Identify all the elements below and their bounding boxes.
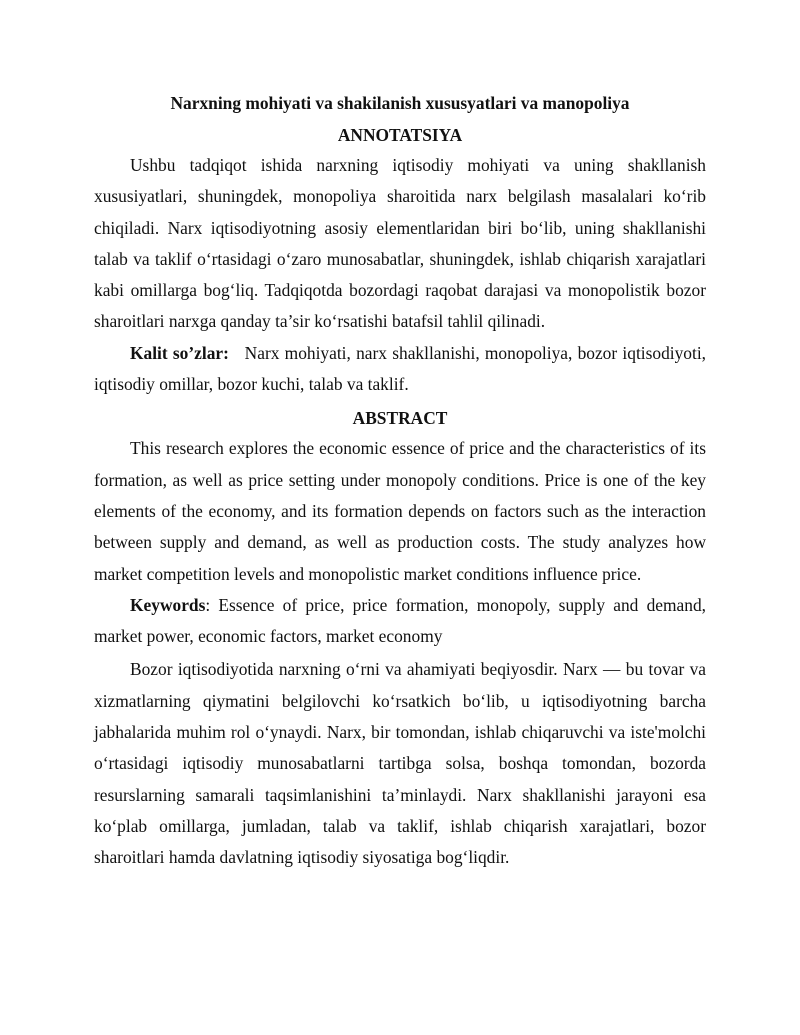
body-paragraph: Bozor iqtisodiyotida narxning o‘rni va ahamiyati beqiyosdir. Narx — bu tovar va xizmatlarning qiymatini belgilovchi ko‘rsatkich bo‘lib, u iqtisodiyotning barcha jabhalarida muhim rol o‘ynaydi. Narx, bir tomondan, ishlab chiqaruvchi va iste'molchi o‘rtasidagi iqtisodiy munosabatlarni tartibga solsa, boshqa tomondan, bozorda resurslarning samarali taqsimlanishini ta’minlaydi. Narx shakllanishi jarayoni esa ko‘plab omillarga, jumladan, talab va taklif, ishlab chiqarish xarajatlari, bozor sharoitlari hamda davlatning iqtisodiy siyosatiga bog‘liqdir. bbox=[94, 659, 706, 868]
annotation-keywords-text: Narx mohiyati, narx shakllanishi, monopoliya, bozor iqtisodiyoti, iqtisodiy omillar, bozor kuchi, talab va taklif. bbox=[94, 342, 706, 395]
annotation-heading: ANNOTATSIYA bbox=[337, 125, 463, 145]
annotation-keywords-label: Kalit so’zlar: bbox=[130, 342, 229, 363]
annotation-keywords bbox=[94, 338, 706, 401]
abstract-keywords-text: : Essence of price, price formation, monopoly, supply and demand, market power, economic factors, market economy bbox=[94, 594, 706, 647]
document-page bbox=[94, 88, 706, 874]
abstract-keywords-label: Keywords bbox=[130, 594, 206, 615]
annotation-paragraph: Ushbu tadqiqot ishida narxning iqtisodiy mohiyati va uning shakllanish xususiyatlari, shuningdek, monopoliya sharoitida narx belgilash masalalari ko‘rib chiqiladi. Narx iqtisodiyotning asosiy elementlaridan biri bo‘lib, uning shakllanishi talab va taklif o‘rtasidagi o‘zaro munosabatlar, shuningdek, ishlab chiqarish xarajatlari kabi omillarga bog‘liq. Tadqiqotda bozordagi raqobat darajasi va monopolistik bozor sharoitlari narxga qanday ta’sir ko‘rsatishi batafsil tahlil qilinadi. bbox=[94, 155, 706, 332]
abstract-paragraph: This research explores the economic essence of price and the characteristics of its formation, as well as price setting under monopoly conditions. Price is one of the key elements of the economy, and its formation depends on factors such as the interaction between supply and demand, as well as production costs. The study analyzes how market competition levels and monopolistic market conditions influence price. bbox=[94, 438, 706, 584]
abstract-keywords bbox=[94, 590, 706, 653]
abstract-heading: ABSTRACT bbox=[352, 408, 448, 429]
document-title: Narxning mohiyati va shakilanish xususyatlari va manopoliya bbox=[170, 93, 630, 113]
